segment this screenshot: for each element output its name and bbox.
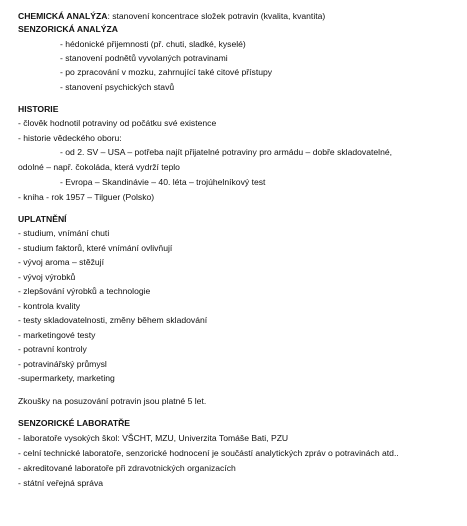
historie-line: - od 2. SV – USA – potřeba najít přijatelné potraviny pro armádu – dobře skladovatelné, [60, 147, 393, 157]
uplatneni-item: - testy skladovatelnosti, změny během skladování [18, 315, 208, 325]
labs-heading: SENZORICKÉ LABORATŘE [18, 418, 131, 428]
labs-item: - celní technické laboratoře, senzorické hodnocení je součástí analytických zpráv o potravinách atd.. [18, 448, 399, 458]
chem-text: : stanovení koncentrace složek potravin (kvalita, kvantita) [107, 11, 326, 21]
uplatneni-item: - studium faktorů, které vnímání ovlivňují [18, 243, 173, 253]
uplatneni-item: - vývoj výrobků [18, 272, 76, 282]
chem-heading: CHEMICKÁ ANALÝZA [18, 11, 108, 21]
chem-line [18, 11, 325, 22]
uplatneni-heading: UPLATNĚNÍ [18, 214, 67, 224]
uplatneni-item: - marketingové testy [18, 330, 96, 340]
senz-item: - po zpracování v mozku, zahrnující také citové přístupy [60, 67, 273, 77]
uplatneni-item: -supermarkety, marketing [18, 373, 115, 383]
historie-line: - kniha - rok 1957 – Tilguer (Polsko) [18, 192, 155, 202]
uplatneni-item: - zlepšování výrobků a technologie [18, 286, 151, 296]
uplatneni-item: - potravní kontroly [18, 344, 87, 354]
labs-item: - akreditované laboratoře při zdravotnických organizacích [18, 463, 236, 473]
uplatneni-item: - potravinářský průmysl [18, 359, 107, 369]
historie-line: - Evropa – Skandinávie – 40. léta – trojúhelníkový test [60, 177, 266, 187]
senz-item: - stanovení psychických stavů [60, 82, 175, 92]
note: Zkoušky na posuzování potravin jsou platné 5 let. [18, 396, 207, 406]
senz-item: - stanovení podnětů vyvolaných potravinami [60, 53, 228, 63]
historie-line: odolné – např. čokoláda, která vydrží teplo [18, 162, 180, 172]
historie-line: - člověk hodnotil potraviny od počátku své existence [18, 118, 217, 128]
labs-item: - laboratoře vysokých škol: VŠCHT, MZU, Univerzita Tomáše Bati, PZU [18, 433, 289, 443]
historie-heading: HISTORIE [18, 104, 59, 114]
uplatneni-item: - kontrola kvality [18, 301, 81, 311]
historie-line: - historie vědeckého oboru: [18, 133, 122, 143]
labs-item: - státní veřejná správa [18, 478, 104, 488]
uplatneni-item: - vývoj aroma – stěžují [18, 257, 104, 267]
uplatneni-item: - studium, vnímání chuti [18, 228, 110, 238]
senz-heading: SENZORICKÁ ANALÝZA [18, 24, 118, 34]
senz-item: - hédonické přijemnosti (př. chuti, sladké, kyselé) [60, 39, 246, 49]
